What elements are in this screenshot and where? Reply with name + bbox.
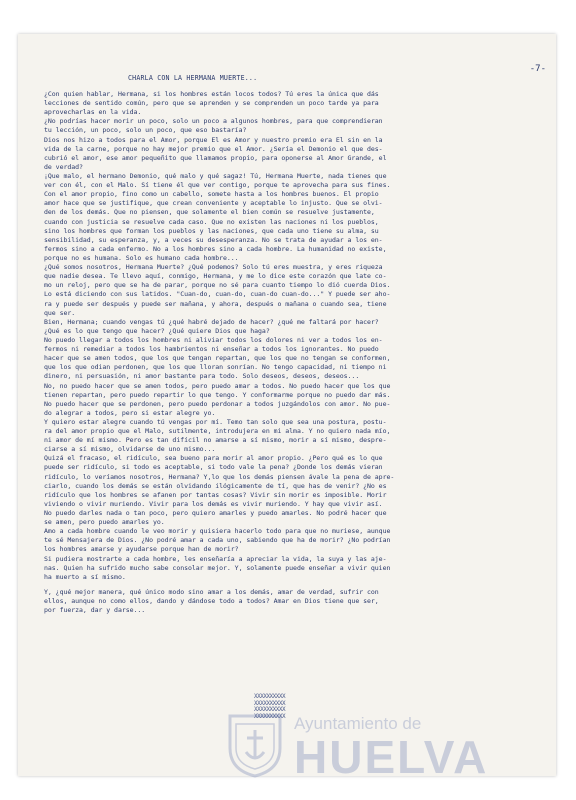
text-line: mo un reloj, pero que se ha de parar, porque no sé para cuanto tiempo lo dió cuerda Dios.	[44, 281, 391, 290]
text-line: No, no puedo hacer que se amen todos, pero puedo amar a todos. No puedo hacer que los que	[44, 381, 391, 390]
text-line: dinero, ni persuasión, ni amor bastante para todo. Solo deseos, deseos, deseos...	[44, 372, 360, 381]
paragraph	[44, 263, 544, 318]
text-line: ridículo que los hombres se afanen por tantas cosas? Vivir sin morir es imposible. Morir	[44, 490, 387, 499]
text-line: ciarlo, cuando los demás se están olvidando ilógicamente de tí, que has de venir? ¿No es	[44, 481, 387, 490]
text-line: de verdad?	[44, 162, 83, 171]
paragraph	[44, 172, 544, 263]
x-mark-line: XXXXXXXXXX	[254, 693, 286, 700]
watermark-line2: HUELVA	[294, 731, 489, 783]
paragraph	[44, 555, 544, 582]
text-line: tienen repartan, pero puedo repartir lo que tengo. Y conformarme porque no puedo dar más.	[44, 390, 391, 399]
paragraph	[44, 318, 544, 336]
text-line: aprovecharlas en la vida.	[44, 108, 142, 117]
paragraph	[44, 117, 544, 135]
text-line: se amen, pero puedo amarles yo.	[44, 518, 165, 527]
text-line: ciarse a sí mismo, olvidarse de uno mismo...	[44, 445, 216, 454]
text-line: nas. Quien ha sufrido mucho sabe consolar mejor. Y, solamente puede enseñar a vivir quien	[44, 563, 391, 572]
text-line: que nadie desea. Te llevo aquí, conmigo, Hermana, y me lo dice este corazón que late co-	[44, 272, 387, 281]
paragraph	[44, 336, 544, 382]
x-mark-line: XXXXXXXXXX	[254, 706, 286, 713]
x-mark-line: XXXXXXXXXX	[254, 712, 286, 720]
text-line: cubrió el amor, ese amor pequeñito que llamamos propio, para oponerse al Amor Grande, el	[44, 153, 387, 162]
text-line: sensibilidad, su esperanza, y, a veces su desesperanza. No se trata de ayudar a los en-	[44, 235, 383, 244]
text-line: fermos sino a cada enfermo. No a los hombres sino a cada hombre. La humanidad no existe,	[44, 244, 387, 253]
text-line: ra del amor propio que el Malo, sutilmente, introdujera en mi alma. Y no quiero nada mío,	[44, 427, 391, 436]
text-line: los hombres amarse y ayudarse porque han de morir?	[44, 545, 239, 554]
text-line: que ser.	[44, 308, 76, 317]
text-line: ridículo, lo veríamos nosotros, Hermana? Y,lo que los demás piensen ávale la pena de apre-	[44, 472, 395, 481]
text-line: ¿Qué somos nosotros, Hermana Muerte? ¿Qué podemos? Solo tú eres muestra, y eres riqueza	[44, 263, 383, 272]
text-line: ¿Qué es lo que tengo que hacer? ¿Qué quiere Dios que haga?	[44, 326, 270, 335]
text-line: Con el amor propio, fino como un cabello, somete hasta a los hombres buenos. El propio	[44, 190, 379, 199]
paragraph	[44, 418, 544, 454]
text-line: Si pudiera mostrarte a cada hombre, les enseñaría a apreciar la vida, la suya y las aje-	[44, 554, 387, 563]
text-line: ver con él, con el Malo. Sí tiene él que ver contigo, porque te aprovecha para sus fines.	[44, 181, 391, 190]
paragraph	[44, 136, 544, 172]
text-line: te sé Mensajera de Dios. ¿No podré amar a cada uno, sabiendo que ha de morir? ¿No podrían	[44, 536, 391, 545]
page-number: -7-	[529, 64, 546, 74]
letter-body	[44, 90, 544, 615]
text-line: Y, ¿qué mejor manera, qué único modo sino amar a los demás, amar de verdad, sufrir con	[44, 587, 379, 596]
text-line: den de los demás. Que no piensen, que solamente el bien común se resuelve justamente,	[44, 208, 375, 217]
text-line: ellos, aunque no como ellos, dando y dándose todo a todos? Amar en Dios tiene que ser,	[44, 597, 379, 606]
text-line: Y quiero estar alegre cuando tú vengas por mí. Temo tan solo que sea una postura, postu-	[44, 417, 387, 426]
text-line: Dios nos hizo a todos para el Amor, porque El es Amor y nuestro premio era El sin en la	[44, 135, 383, 144]
paragraph	[44, 588, 544, 615]
text-line: do alegrar a todos, pero si estar alegre yo.	[44, 408, 216, 417]
text-line: que los que odian perdonen, que los que lloran sonrían. No tengo capacidad, ni tiempo ni	[44, 363, 387, 372]
text-line: sino los hombres que forman los pueblos y las naciones, que cada uno tiene su alma, su	[44, 226, 379, 235]
text-line: ha muerto a sí mismo.	[44, 572, 126, 581]
text-line: No puedo llegar a todos los hombres ni aliviar todos los dolores ni ver a todos los en-	[44, 335, 383, 344]
text-line: fermos ni remediar a todos los hambrientos ni enseñar a todos los ignorantes. No puedo	[44, 345, 379, 354]
text-line: porque no es humana. Solo es humano cada hombre...	[44, 253, 239, 262]
text-line: ¿Con quien hablar, Hermana, si los hombres están locos todos? Tú eres la única que dás	[44, 90, 379, 98]
text-line: por fuerza, dar y darse...	[44, 606, 146, 615]
text-line: viviendo o vivir muriendo. Vivir para los demás es vivir muriendo. Y hay que vivir así.	[44, 499, 383, 508]
text-line: ¡Que malo, el hermano Demonio, qué malo y qué sagaz! Tú, Hermana Muerte, nada tienes que	[44, 171, 387, 180]
x-mark-line: XXXXXXXXXX	[254, 699, 286, 707]
text-line: Bien, Hermana; cuando vengas tú ¿qué habré dejado de hacer? ¿qué me faltará por hacer?	[44, 317, 379, 326]
text-line: Lo está diciendo con sus latidos. "Cuan-do, cuan-do, cuan-do cuan-do..." Y puede ser aho-	[44, 290, 391, 299]
document-title: CHARLA CON LA HERMANA MUERTE...	[128, 74, 258, 82]
text-line: tu lección, un poco, solo un poco, que eso bastaría?	[44, 126, 247, 135]
text-line: vida de la carne, porque no hay mejor premio que el Amor. ¿Sería el Demonio el que des-	[44, 144, 383, 153]
text-line: ni amor de mí mismo. Pero es tan difícil no amarse a sí mismo, morir a sí mismo, despre-	[44, 436, 387, 445]
paragraph	[44, 90, 544, 117]
text-line: amor hace que se justifique, que crean conveniente y aceptable lo injusto. Que se olvi-	[44, 199, 383, 208]
text-line: ra y puede ser después y puede ser mañana, y ahora, después o mañana o cuando sea, tiene	[44, 299, 387, 308]
text-line: ¿No podrías hacer morir un poco, solo un poco a algunos hombres, para que comprendieran	[44, 117, 383, 126]
paragraph	[44, 527, 544, 554]
text-line: No puedo hacer que se perdonen, pero puedo perdonar a todos juzgándolos con amor. No pue-	[44, 399, 391, 408]
text-line: puede ser ridículo, si todo es aceptable, si todo vale la pena? ¿Donde los demás vieran	[44, 463, 383, 472]
text-line: cuando con justicia se resuelve cada caso. Que no existen las naciones ni los pueblos,	[44, 217, 379, 226]
text-line: hacer que se amen todos, que los que tengan repartan, que los que no tengan se conformen,	[44, 354, 391, 363]
text-line: No puedo darles nada o tan poco, pero quiero amarles y puedo amarles. No podré hacer que	[44, 509, 387, 518]
text-line: lecciones de sentido común, pero que se aprenden y se comprenden un poco tarde ya para	[44, 99, 379, 108]
paragraph	[44, 382, 544, 418]
typed-x-marks	[254, 694, 285, 720]
text-line: Quizá el fracaso, el ridículo, sea bueno para morir al amor propio. ¿Pero qué es lo que	[44, 454, 383, 463]
watermark-line1: Ayuntamiento de	[294, 714, 422, 733]
text-line: Amo a cada hombre cuando le veo morir y quisiera hacerlo todo para que no muriese, aunque	[44, 527, 391, 536]
paragraph	[44, 454, 544, 527]
